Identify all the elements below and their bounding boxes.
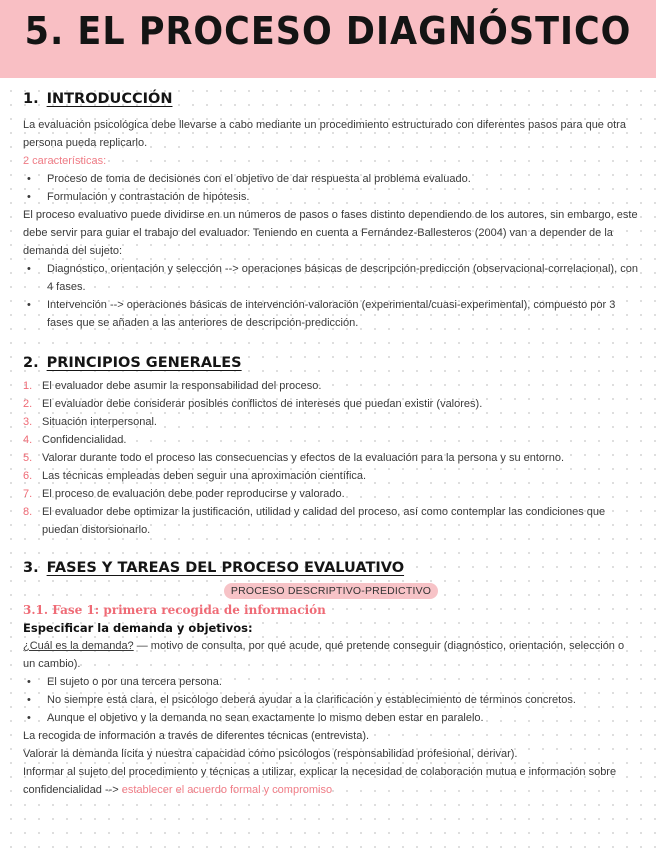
principles-list (23, 377, 639, 539)
title-banner (0, 0, 656, 78)
list-item: • Diagnóstico, orientación y selección --> operaciones básicas de descripción-predicción (observacional-correlacional), con 4 fases. (27, 263, 638, 293)
demand-question: ¿Cuál es la demanda? — motivo de consulta, por qué acude, qué pretende conseguir (diagnóstico, orientación, selección o un cambio). (23, 640, 625, 670)
list-item: 2. El evaluador debe considerar posibles conflictos de intereses que puedan existir (valores). (23, 398, 483, 410)
characteristics-label: 2 características: (23, 155, 107, 167)
list-item: 8. El evaluador debe optimizar la justificación, utilidad y calidad del proceso, así como contemplar las condiciones que puedan distorsionarlo. (23, 506, 606, 536)
subheading: Especificar la demanda y objetivos: (23, 621, 253, 635)
section-number: 1. (23, 91, 39, 107)
process-badge: PROCESO DESCRIPTIVO-PREDICTIVO (224, 583, 438, 599)
list-item: • Aunque el objetivo y la demanda no sean exactamente lo mismo deben estar en paralelo. (27, 712, 484, 724)
section-heading-introduccion (23, 88, 639, 110)
list-item: 4. Confidencialidad. (23, 434, 127, 446)
section-number: 2. (23, 355, 39, 371)
list-item: • Proceso de toma de decisiones con el objetivo de dar respuesta al problema evaluado. (27, 173, 471, 185)
section-number: 3. (23, 560, 39, 576)
list-item: 7. El proceso de evaluación debe poder reproducirse y valorado. (23, 488, 345, 500)
document-body (23, 88, 639, 799)
section-title: INTRODUCCIÓN (46, 91, 173, 107)
text-line: La recogida de información a través de diferentes técnicas (entrevista). (23, 730, 370, 742)
list-item: • Formulación y contrastación de hipótesis. (27, 191, 250, 203)
section-heading-fases (23, 557, 639, 579)
list-item: 6. Las técnicas empleadas deben seguir una aproximación científica. (23, 470, 367, 482)
section-title: FASES Y TAREAS DEL PROCESO EVALUATIVO (46, 560, 405, 576)
demand-list (23, 673, 639, 727)
section-title: PRINCIPIOS GENERALES (46, 355, 242, 371)
text-line: Valorar la demanda lícita y nuestra capacidad cómo psicólogos (responsabilidad profesional, derivar). (23, 748, 518, 760)
list-item: 3. Situación interpersonal. (23, 416, 157, 428)
agreement-paragraph: Informar al sujeto del procedimiento y técnicas a utilizar, explicar la necesidad de colaboración mutua e información sobre confidencialidad --> establecer el acuerdo formal y compromiso (23, 766, 617, 796)
list-item: • El sujeto o por una tercera persona. (27, 676, 222, 688)
intro-paragraph: La evaluación psicológica debe llevarse a cabo mediante un procedimiento estructurado con diferentes pasos para que otra persona pueda replicarlo. (23, 119, 626, 149)
characteristics-list (23, 170, 639, 206)
demand-types-list (23, 260, 639, 332)
list-item: • Intervención --> operaciones básicas de intervención-valoración (experimental/cuasi-experimental), compuesto por 3 fases que se añaden a las anteriores de descripción-predicción. (27, 299, 616, 329)
phase-heading: 3.1. Fase 1: primera recogida de información (23, 603, 326, 617)
list-item: • No siempre está clara, el psicólogo deberá ayudar a la clarificación y establecimiento de términos concretos. (27, 694, 576, 706)
list-item: 1. El evaluador debe asumir la responsabilidad del proceso. (23, 380, 322, 392)
page-title: 5. EL PROCESO DIAGNÓSTICO (24, 10, 632, 54)
section-heading-principios (23, 352, 639, 374)
process-paragraph: El proceso evaluativo puede dividirse en un números de pasos o fases distinto dependiendo de los autores, sin embargo, este debe servir para guiar el trabajo del evaluador. Teniendo en cuenta a Fernández-Ballesteros (2004) van a depender de la demanda del sujeto: (23, 209, 638, 257)
list-item: 5. Valorar durante todo el proceso las consecuencias y efectos de la evaluación para la persona y su entorno. (23, 452, 565, 464)
